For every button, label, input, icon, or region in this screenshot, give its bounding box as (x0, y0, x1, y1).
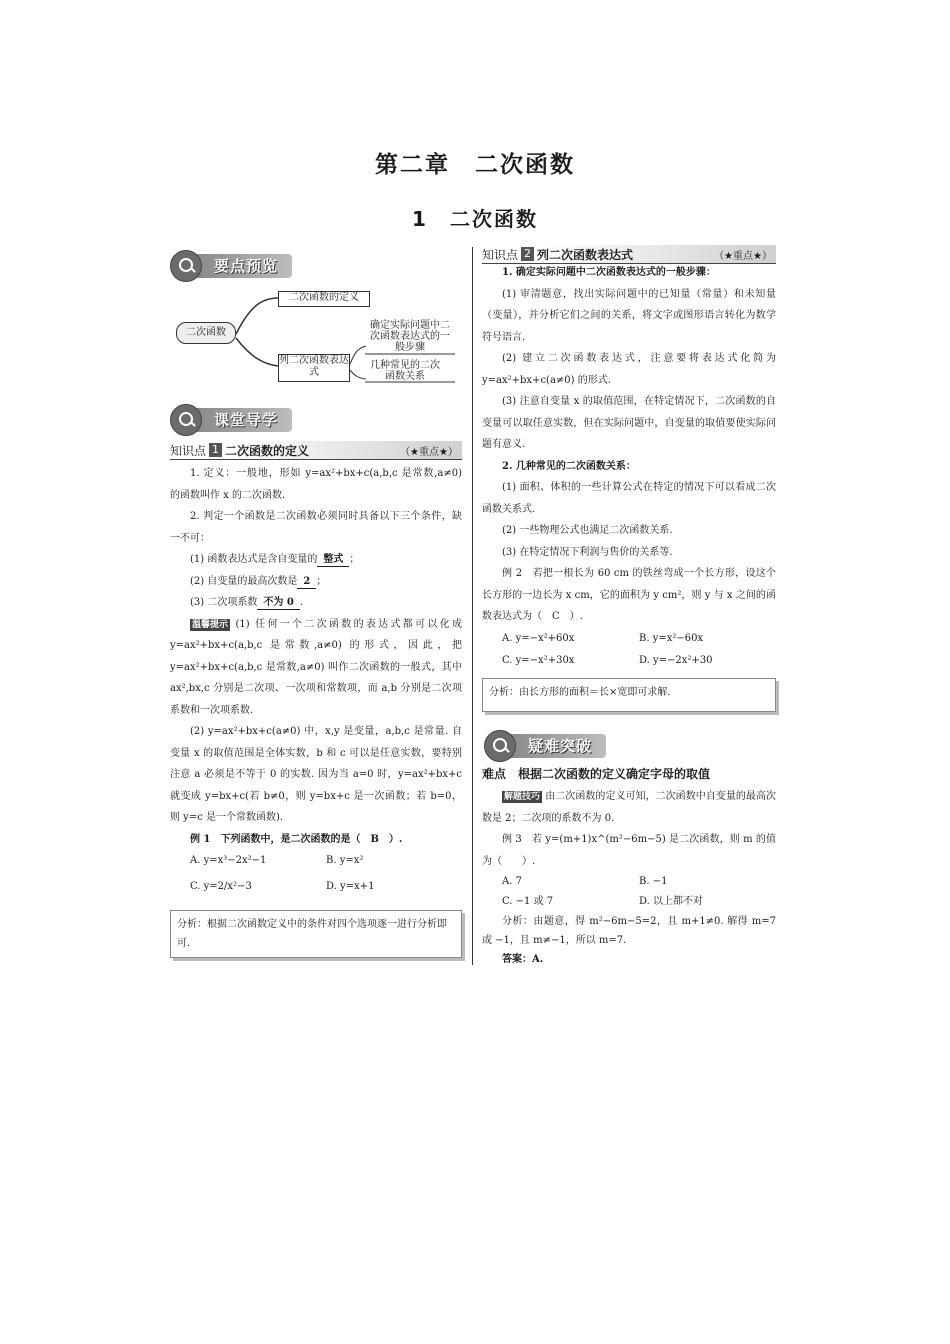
kp-tag: （★重点★） (714, 250, 772, 262)
mind-map-root: 二次函数 (176, 322, 236, 344)
note-1 (170, 614, 462, 722)
step-3: (3) 注意自变量 x 的取值范围，在特定情况下，二次函数的自变量可以取任意实数，但在实际问题中，自变量的取值要使实际问题有意义. (482, 396, 776, 450)
section-title: 1 二次函数 (412, 207, 538, 231)
difficulty-title: 难点 根据二次函数的定义确定字母的取值 (482, 767, 711, 781)
column-divider (472, 247, 473, 965)
example-1-options-row1 (170, 850, 462, 872)
condition-answer: 2 (297, 575, 316, 589)
difficulty-section (482, 764, 776, 969)
condition-answer: 不为 0 (257, 596, 299, 610)
magnifier-icon (170, 250, 202, 282)
mind-map-node-expression: 列二次函数表达式 (278, 354, 350, 382)
condition-2 (170, 571, 462, 593)
option-a: A. 7 (502, 876, 522, 887)
step-1: (1) 审清题意，找出实际问题中的已知量（常量）和未知量（变量），并分析它们之间的关系，将文字或图形语言转化为数学符号语言. (482, 288, 776, 343)
banner-key-points (170, 253, 292, 279)
mind-map (170, 286, 460, 388)
condition-answer: 整式 (317, 553, 349, 567)
chapter-title: 第二章 二次函数 (375, 152, 575, 178)
example-2-analysis: 分析：由长方形的面积＝长×宽即可求解. (482, 678, 776, 712)
kp-title: 列二次函数表达式 (537, 247, 634, 262)
definition-text: 1. 定义：一般地，形如 y=ax²+bx+c(a,b,c 是常数,a≠0) 的函数叫作 x 的二次函数. (170, 468, 462, 501)
option-d: D. y=−2x²+30 (639, 654, 713, 666)
banner-label: 疑难突破 (510, 734, 606, 758)
example-3-options-row1 (482, 872, 776, 892)
example-3-analysis: 分析：由题意，得 m²−6m−5=2，且 m+1≠0. 解得 m=7 或 −1，且 m≠−1，所以 m=7. (482, 916, 776, 946)
option-d: D. 以上都不对 (639, 896, 704, 907)
mind-map-leaf-relations: 几种常见的二次函数关系 (370, 360, 440, 382)
knowledge-point-1-header (170, 441, 462, 460)
option-c: C. −1 或 7 (502, 896, 554, 907)
banner-difficulty (484, 733, 606, 759)
condition-punct: . (299, 597, 303, 608)
note-text: (1) 任何一个二次函数的表达式都可以化成 y=ax²+bx+c(a,b,c 是常数,a≠0) 的形式，因此，把 y=ax²+bx+c(a,b,c 是常数,a≠0) 叫作二次函数的一般式，其中 ax²,bx,c 分别是二次项、一次项和常数项，而 a,b 分别是二次项系数和一次项系数. (170, 618, 462, 716)
condition-text: (1) 函数表达式是含自变量的 (190, 554, 318, 565)
left-body (170, 463, 462, 958)
magnifier-icon (170, 404, 202, 436)
option-b: B. y=x²−60x (639, 632, 704, 644)
note-2: (2) y=ax²+bx+c(a≠0) 中，x,y 是变量，a,b,c 是常量. 自变量 x 的取值范围是全体实数，b 和 c 可以是任意实数，要特别注意 a 必须是不等于 0 的实数. 因为当 a=0 时，y=ax²+bx+c 就变成 y=bx+c(若 b≠0，则 y=bx+c 是一次函数；若 b=0，则 y=c 是一个常数函数). (170, 726, 462, 823)
condition-punct: ； (316, 575, 327, 587)
condition-1 (170, 549, 462, 571)
mind-map-leaf-steps: 确定实际问题中二次函数表达式的一般步骤 (370, 320, 450, 353)
relations-heading: 2. 几种常见的二次函数关系： (502, 460, 636, 472)
condition-punct: ； (349, 554, 360, 565)
step-2: (2) 建立二次函数表达式，注意要将表达式化简为 y=ax²+bx+c(a≠0) 的形式. (482, 353, 776, 386)
relation-1: (1) 面积、体积的一些计算公式在特定的情况下可以看成二次函数关系式. (482, 482, 776, 515)
right-body (482, 262, 776, 712)
solving-tip (482, 786, 776, 829)
example-2-options-row1 (482, 628, 776, 650)
relation-2: (2) 一些物理公式也满足二次函数关系. (502, 525, 673, 536)
example-1-options-row2 (170, 872, 462, 902)
condition-text: (2) 自变量的最高次数是 (190, 575, 298, 587)
steps-heading: 1. 确定实际问题中二次函数表达式的一般步骤： (502, 267, 716, 278)
note-tag: 温馨提示 (192, 619, 229, 630)
kp-prefix: 知识点 (482, 247, 519, 262)
banner-label: 要点预览 (196, 254, 292, 278)
kp-title: 二次函数的定义 (225, 443, 310, 458)
tip-tag: 解题技巧 (504, 792, 541, 802)
option-c: C. y=2/x²−3 (190, 881, 252, 892)
option-b: B. y=x² (326, 855, 364, 866)
example-3: 例 3 若 y=(m+1)x^(m²−6m−5) 是二次函数，则 m 的值为（ ）. (482, 834, 776, 867)
magnifier-icon (484, 730, 516, 762)
banner-class-guide (170, 407, 292, 433)
conditions-intro: 2. 判定一个函数是二次函数必须同时具备以下三个条件，缺一不可： (170, 511, 462, 544)
example-3-options-row2 (482, 892, 776, 912)
example-2-options-row2 (482, 650, 776, 672)
kp-number: 2 (521, 247, 534, 261)
example-1: 例 1 下列函数中，是二次函数的是（ B ）. (190, 833, 403, 845)
banner-label: 课堂导学 (196, 408, 292, 432)
mind-map-node-definition: 二次函数的定义 (278, 291, 370, 307)
condition-text: (3) 二次项系数 (190, 597, 258, 608)
example-2: 例 2 若把一根长为 60 cm 的铁丝弯成一个长方形，设这个长方形的一边长为 x cm，它的面积为 y cm²，则 y 与 x 之间的函数表达式为（ C ）. (482, 568, 776, 622)
condition-3 (170, 592, 462, 614)
tip-text: 由二次函数的定义可知，二次函数中自变量的最高次数是 2；二次项的系数不为 0. (482, 791, 776, 824)
option-d: D. y=x+1 (326, 881, 375, 892)
kp-tag: （★重点★） (400, 446, 458, 458)
option-a: A. y=−x²+60x (502, 632, 575, 644)
kp-number: 1 (209, 443, 222, 457)
relation-3: (3) 在特定情况下利润与售价的关系等. (502, 546, 673, 558)
example-3-answer: 答案：A. (502, 954, 544, 965)
option-a: A. y=x³−2x²−1 (190, 855, 267, 866)
option-b: B. −1 (639, 876, 668, 887)
kp-prefix: 知识点 (170, 443, 207, 458)
option-c: C. y=−x²+30x (502, 654, 575, 666)
example-1-analysis: 分析：根据二次函数定义中的条件对四个选项逐一进行分析即可. (170, 910, 462, 958)
